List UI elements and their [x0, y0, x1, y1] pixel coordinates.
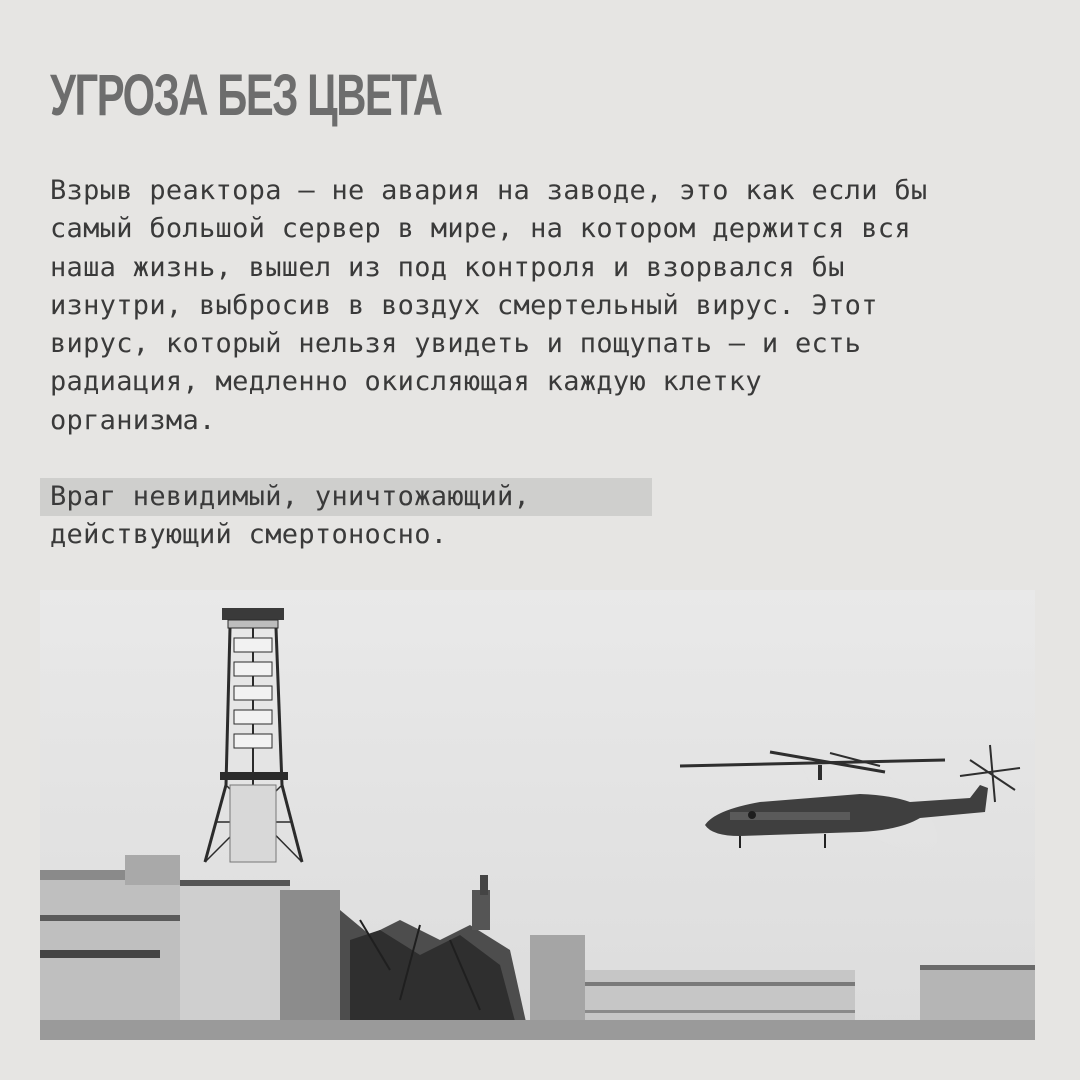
callout-line: действующий смертоносно.	[50, 519, 448, 550]
paragraph-line: изнутри, выбросив в воздух смертельный вирус. Этот	[50, 289, 878, 321]
paragraph-line: организма.	[50, 404, 216, 436]
paragraph-line: наша жизнь, вышел из под контроля и взорвался бы	[50, 251, 845, 283]
callout-quote	[40, 478, 652, 554]
body-paragraph	[50, 172, 1050, 440]
page-title: УГРОЗА БЕЗ ЦВЕТА	[50, 63, 442, 128]
callout-line-highlighted: Враг невидимый, уничтожающий,	[40, 478, 652, 516]
paragraph-line: радиация, медленно окисляющая каждую клетку	[50, 366, 762, 398]
reactor-photo-illustration	[40, 590, 1035, 1040]
reactor-photo	[40, 590, 1035, 1040]
paragraph-line: самый большой сервер в мире, на котором держится вся	[50, 213, 911, 245]
paragraph-line: Взрыв реактора – не авария на заводе, это как если бы	[50, 175, 928, 206]
paragraph-line: вирус, который нельзя увидеть и пощупать – и есть	[50, 328, 862, 360]
